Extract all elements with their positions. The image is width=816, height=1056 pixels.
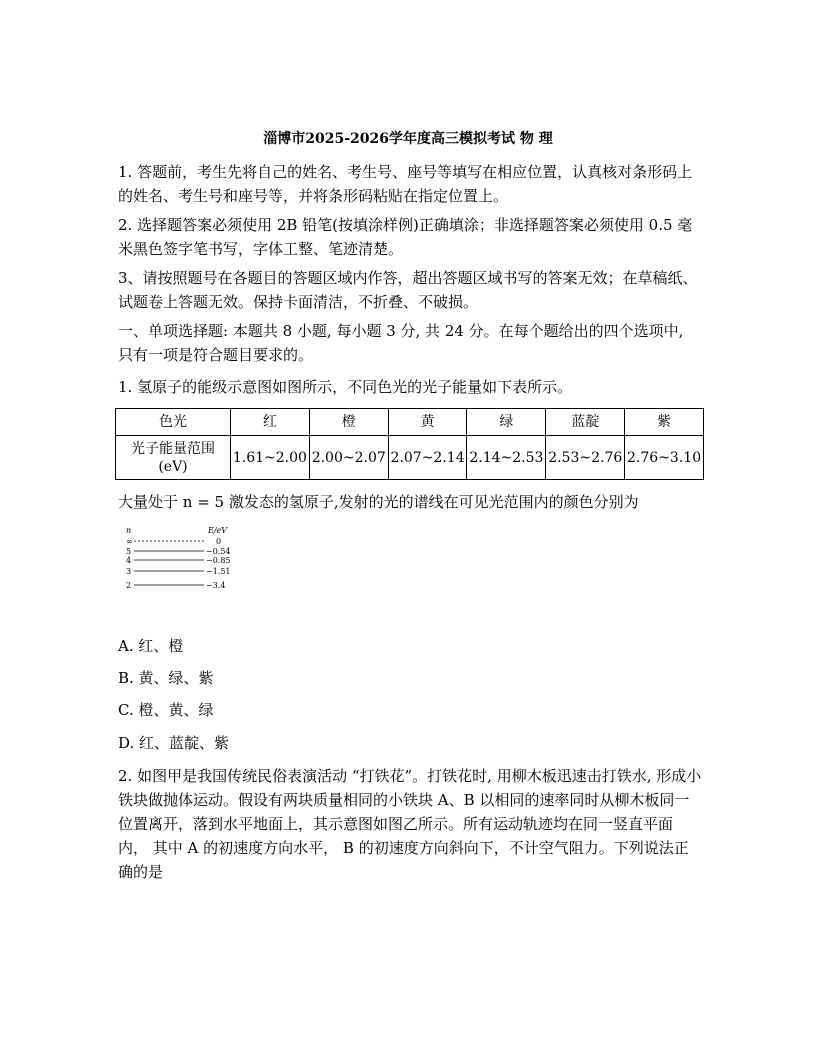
level-e-2: −3.4 xyxy=(206,581,226,590)
table-row-label-line1: 光子能量范围 xyxy=(131,440,215,457)
table-color-violet: 紫 xyxy=(625,409,704,436)
level-n-4: 4 xyxy=(126,556,132,565)
instruction-2: 2. 选择题答案必须使用 2B 铅笔(按填涂样例)正确填涂；非选择题答案必须使用 0.5 毫米黑色签字笔书写，字体工整、笔迹清楚。 xyxy=(118,216,693,258)
table-color-green: 绿 xyxy=(467,409,546,436)
instruction-3: 3、请按照题号在各题目的答题区域内作答，超出答题区域书写的答案无效；在草稿纸、试题卷上答题无效。保持卡面清洁，不折叠、不破损。 xyxy=(118,269,698,311)
level-n-2: 2 xyxy=(126,581,132,590)
photon-energy-table xyxy=(115,408,704,480)
level-n-3: 3 xyxy=(126,567,132,576)
option-a: A. 红、橙 xyxy=(118,637,184,655)
table-range-orange: 2.00~2.07 xyxy=(309,436,388,480)
table-energy-row xyxy=(116,436,704,480)
level-e-5: −0.54 xyxy=(206,547,231,556)
option-c: C. 橙、黄、绿 xyxy=(118,701,214,719)
table-color-indigo: 蓝靛 xyxy=(546,409,625,436)
level-e-4: −0.85 xyxy=(206,556,231,565)
table-range-green: 2.14~2.53 xyxy=(467,436,546,480)
table-color-red: 红 xyxy=(231,409,310,436)
level-e-inf: 0 xyxy=(216,537,222,546)
level-n-inf: ∞ xyxy=(126,537,133,546)
question-1-text: 大量处于 n = 5 激发态的氢原子,发射的光的谱线在可见光范围内的颜色分别为 xyxy=(118,493,639,511)
table-range-violet: 2.76~3.10 xyxy=(625,436,704,480)
question-2-stem: 2. 如图甲是我国传统民俗表演活动 “打铁花”。打铁花时, 用柳木板迅速击打铁水, 形成小铁块做抛体运动。假设有两块质量相同的小铁块 A、B 以相同的速率同时从柳木板同一位置离开，落到水平地面上，其示意图如图乙所示。所有运动轨迹均在同一竖直平面内， 其中 A 的初速度方向水平， B 的初速度方向斜向下，不计空气阻力。下列说法正确的是 xyxy=(118,767,702,881)
table-range-indigo: 2.53~2.76 xyxy=(546,436,625,480)
section-heading: 一、单项选择题: 本题共 8 小题, 每小题 3 分, 共 24 分。在每个题给出的四个选项中, 只有一项是符合题目要求的。 xyxy=(118,322,684,364)
diagram-e-label: E/eV xyxy=(208,526,228,535)
table-row-label xyxy=(116,436,231,480)
option-d: D. 红、蓝靛、紫 xyxy=(118,734,230,752)
table-range-red: 1.61~2.00 xyxy=(231,436,310,480)
table-color-orange: 橙 xyxy=(309,409,388,436)
instruction-1: 1. 答题前，考生先将自己的姓名、考生号、座号等填写在相应位置，认真核对条形码上的姓名、考生号和座号等，并将条形码粘贴在指定位置上。 xyxy=(118,163,693,205)
question-1-stem: 1. 氢原子的能级示意图如图所示，不同色光的光子能量如下表所示。 xyxy=(118,378,573,396)
energy-level-diagram xyxy=(124,524,244,594)
table-range-yellow: 2.07~2.14 xyxy=(388,436,467,480)
table-color-yellow: 黄 xyxy=(388,409,467,436)
diagram-n-label: n xyxy=(126,526,132,535)
page-title: 淄博市2025-2026学年度高三模拟考试 物 理 xyxy=(263,131,553,147)
level-n-5: 5 xyxy=(126,547,132,556)
table-row-label-line2: (eV) xyxy=(158,458,188,475)
level-e-3: −1.51 xyxy=(206,567,231,576)
option-b: B. 黄、绿、紫 xyxy=(118,669,214,687)
table-header-label: 色光 xyxy=(116,409,231,436)
table-header-row xyxy=(116,409,704,436)
